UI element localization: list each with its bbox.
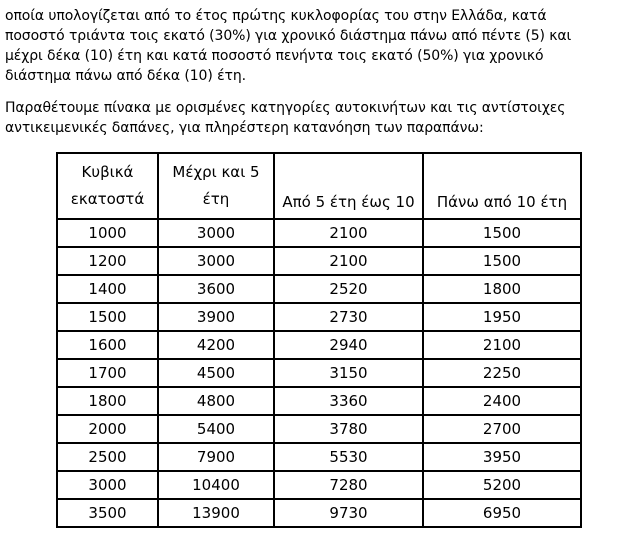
table-row <box>57 499 581 527</box>
header-5-to-10-years: Από 5 έτη έως 10 <box>274 153 423 219</box>
text-line: μέχρι δέκα (10) έτη και κατά ποσοστό πενήντα τοις εκατό (50%) για χρονικό <box>5 48 544 64</box>
table-cell: 7900 <box>158 443 274 471</box>
table-cell: 10400 <box>158 471 274 499</box>
table-cell: 3900 <box>158 303 274 331</box>
table-cell: 2100 <box>423 331 581 359</box>
header-over-10-years: Πάνω από 10 έτη <box>423 153 581 219</box>
header-up-to-5-years <box>158 153 274 219</box>
table-cell: 5200 <box>423 471 581 499</box>
table-cell: 2000 <box>57 415 158 443</box>
table-cell: 3950 <box>423 443 581 471</box>
table-cell: 2500 <box>57 443 158 471</box>
table-cell: 2100 <box>274 247 423 275</box>
table-cell: 2100 <box>274 219 423 247</box>
table-cell: 6950 <box>423 499 581 527</box>
table-cell: 3360 <box>274 387 423 415</box>
table-cell: 1950 <box>423 303 581 331</box>
table-cell: 2730 <box>274 303 423 331</box>
header-line: Κυβικά <box>81 163 134 181</box>
text-line: οποία υπολογίζεται από το έτος πρώτης κυκλοφορίας του στην Ελλάδα, κατά <box>5 8 547 24</box>
table-cell: 1400 <box>57 275 158 303</box>
paragraph-table-intro <box>5 98 636 138</box>
table-cell: 1200 <box>57 247 158 275</box>
table-cell: 3000 <box>158 247 274 275</box>
table-cell: 1600 <box>57 331 158 359</box>
table-row <box>57 359 581 387</box>
table-cell: 4500 <box>158 359 274 387</box>
header-line: εκατοστά <box>70 190 145 208</box>
table-cell: 2940 <box>274 331 423 359</box>
table-row <box>57 219 581 247</box>
table-row <box>57 387 581 415</box>
table-cell: 9730 <box>274 499 423 527</box>
table-cell: 4200 <box>158 331 274 359</box>
table-cell: 3780 <box>274 415 423 443</box>
header-line: Μέχρι και 5 <box>172 163 260 181</box>
paragraph-depreciation-rule <box>5 6 636 86</box>
table-cell: 3000 <box>57 471 158 499</box>
table-cell: 2400 <box>423 387 581 415</box>
table-cell: 2250 <box>423 359 581 387</box>
table-cell: 1800 <box>57 387 158 415</box>
table-cell: 1500 <box>57 303 158 331</box>
table-cell: 2520 <box>274 275 423 303</box>
table-body <box>57 219 581 527</box>
text-line: Παραθέτουμε πίνακα με ορισμένες κατηγορίες αυτοκινήτων και τις αντίστοιχες <box>5 100 566 116</box>
table-cell: 3500 <box>57 499 158 527</box>
table-header-row <box>57 153 581 219</box>
table-row <box>57 331 581 359</box>
table-header <box>57 153 581 219</box>
header-cubic-centimeters <box>57 153 158 219</box>
table-row <box>57 415 581 443</box>
table-cell: 4800 <box>158 387 274 415</box>
table-cell: 5400 <box>158 415 274 443</box>
table-row <box>57 303 581 331</box>
table-row <box>57 443 581 471</box>
table-row <box>57 471 581 499</box>
table-row <box>57 275 581 303</box>
table-cell: 1500 <box>423 219 581 247</box>
expense-table <box>56 152 582 528</box>
table-cell: 1700 <box>57 359 158 387</box>
table-cell: 1800 <box>423 275 581 303</box>
table-cell: 1500 <box>423 247 581 275</box>
table-cell: 2700 <box>423 415 581 443</box>
header-line: έτη <box>202 190 230 208</box>
table-cell: 3000 <box>158 219 274 247</box>
table-cell: 5530 <box>274 443 423 471</box>
table-cell: 7280 <box>274 471 423 499</box>
table-cell: 3150 <box>274 359 423 387</box>
text-line: αντικειμενικές δαπάνες, για πληρέστερη κατανόηση των παραπάνω: <box>5 120 484 136</box>
table-cell: 1000 <box>57 219 158 247</box>
table-cell: 3600 <box>158 275 274 303</box>
text-line: διάστημα πάνω από δέκα (10) έτη. <box>5 68 246 84</box>
table-cell: 13900 <box>158 499 274 527</box>
table-row <box>57 247 581 275</box>
text-line: ποσοστό τριάντα τοις εκατό (30%) για χρονικό διάστημα πάνω από πέντε (5) και <box>5 28 572 44</box>
